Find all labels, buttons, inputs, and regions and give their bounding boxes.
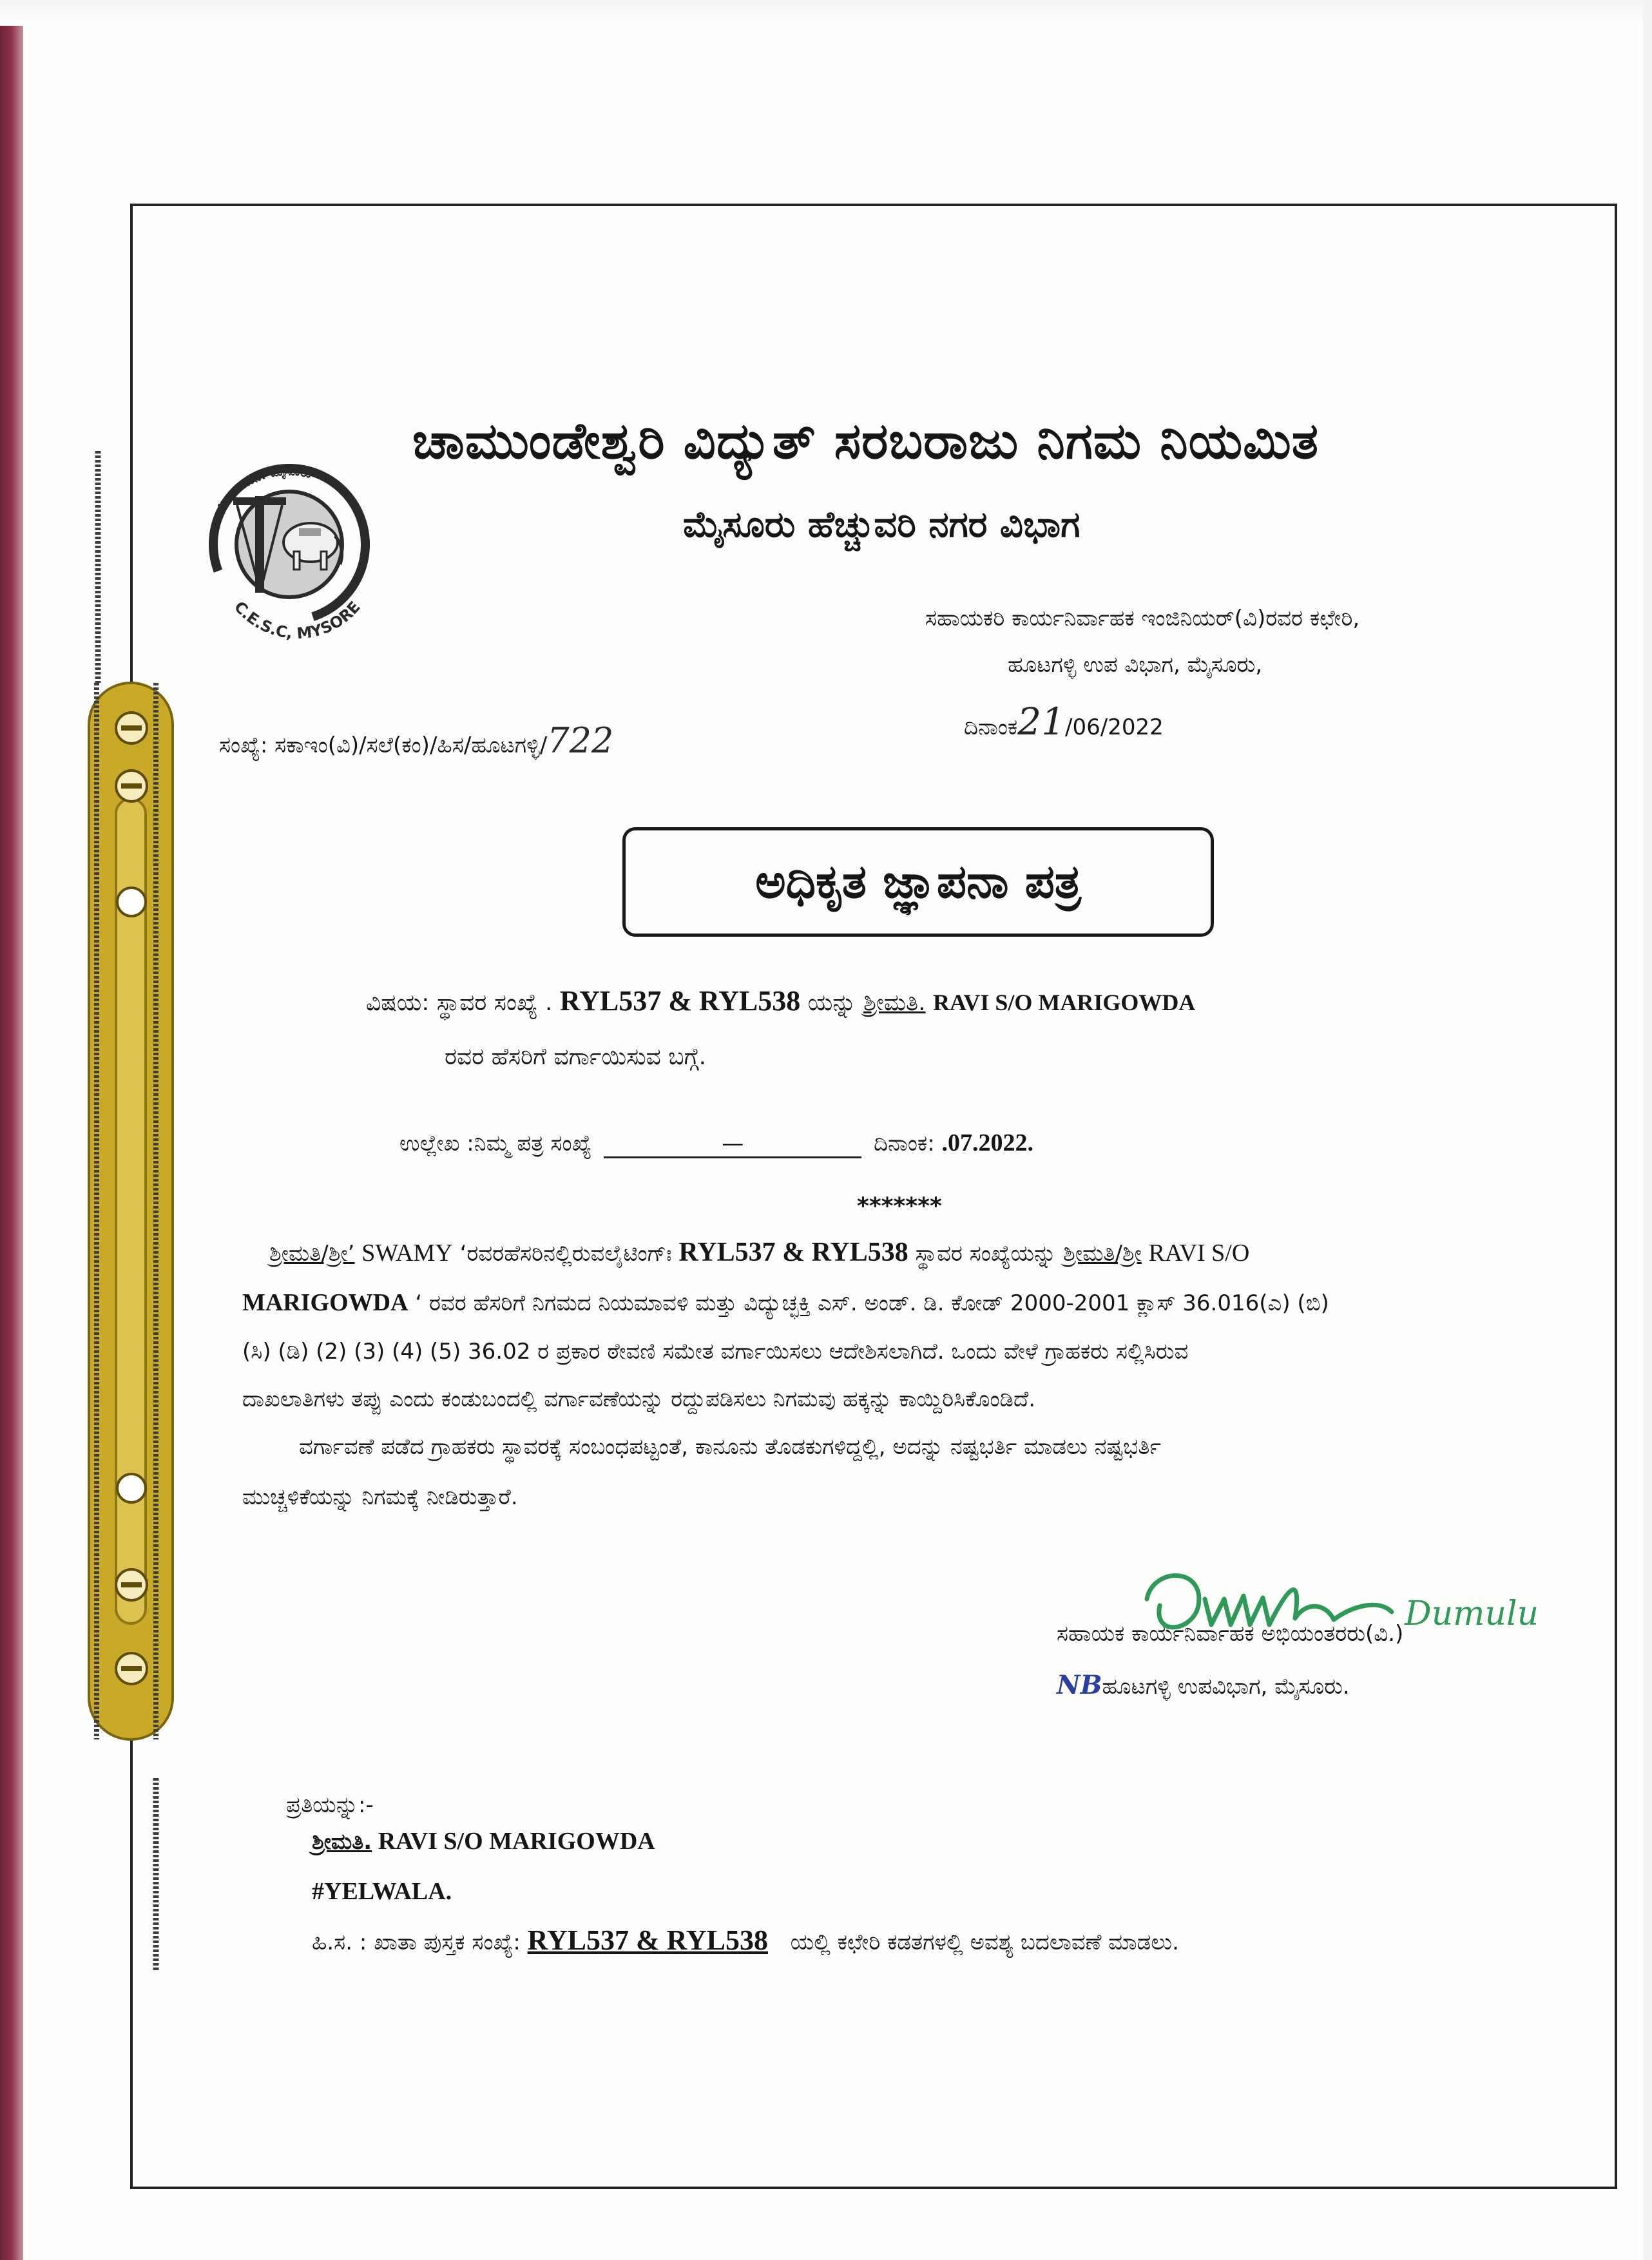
body-to-name-2: MARIGOWDA xyxy=(242,1289,408,1316)
ledger-line xyxy=(312,1924,1600,1957)
date-label: ದಿನಾಂಕ xyxy=(964,714,1018,740)
separator: ******* xyxy=(857,1193,942,1220)
reference-date-label: ದಿನಾಂಕ: xyxy=(874,1131,935,1156)
body-line-4: ದಾಖಲಾತಿಗಳು ತಪ್ಪು ಎಂದು ಕಂಡುಬಂದಲ್ಲಿ ವರ್ಗಾವಣೆಯನ್ನು ರದ್ದುಪಡಿಸಲು ನಿಗಮವು ಹಕ್ಕನ್ನು ಕಾಯ್ದಿರಿಸಿಕೊಂಡಿದೆ. xyxy=(242,1386,1036,1412)
folder-top xyxy=(0,0,1643,26)
copy-to-title: ಶ್ರೀಮತಿ. xyxy=(312,1829,372,1855)
document-title: ಅಧಿಕೃತ ಜ್ಞಾಪನಾ ಪತ್ರ xyxy=(755,854,1081,908)
body-line-3: (ಸಿ) (ಡಿ) (2) (3) (4) (5) 36.02 ರ ಪ್ರಕಾರ ಠೇವಣಿ ಸಮೇತ ವರ್ಗಾಯಿಸಲು ಆದೇಶಿಸಲಾಗಿದೆ. ಒಂದು ವೇಳೆ ಗ್ರಾಹಕರು ಸಲ್ಲಿಸಿರುವ xyxy=(242,1339,1189,1365)
office-line-1: ಸಹಾಯಕರಿ ಕಾರ್ಯನಿರ್ವಾಹಕ ಇಂಜಿನಿಯರ್(ವಿ)ರವರ ಕಛೇರಿ, xyxy=(925,606,1360,631)
subject-label: ವಿಷಯ: ಸ್ಥಾವರ ಸಂಖ್ಯೆ . xyxy=(366,990,553,1016)
date-rest: /06/2022 xyxy=(1065,714,1164,740)
copy-to-recipient xyxy=(312,1827,1149,1855)
subject-installations: RYL537 & RYL538 xyxy=(559,985,801,1017)
letter-date xyxy=(964,700,1350,743)
body-installations: RYL537 & RYL538 xyxy=(678,1238,908,1267)
reference-value: — xyxy=(604,1131,861,1158)
date-handwritten: 21 xyxy=(1017,700,1066,743)
subject-title: ಶ್ರೀಮತಿ. xyxy=(863,990,926,1016)
subject-mid: ಯನ್ನು xyxy=(807,990,856,1016)
copy-to-address: #YELWALA. xyxy=(312,1878,452,1905)
copy-to-label: ಪ್ರತಿಯನ್ನು:- xyxy=(286,1792,374,1818)
signatory-office-text: ಹೂಟಗಳ್ಳಿ ಉಪವಿಭಾಗ, ಮೈಸೂರು. xyxy=(1102,1674,1350,1700)
body-line-1 xyxy=(242,1237,1595,1268)
ledger-label: ಹಿ.ಸ. : ಖಾತಾ ಪುಸ್ತಕ ಸಂಖ್ಯೆ: xyxy=(312,1930,521,1955)
svg-text:C.E.S.C, MYSORE xyxy=(231,598,364,643)
logo-text-bottom: C.E.S.C, MYSORE xyxy=(230,597,364,643)
body-mid-2: ಸ್ಥಾವರ ಸಂಖ್ಯೆಯನ್ನು xyxy=(915,1241,1057,1267)
file-fastener xyxy=(84,683,180,1778)
body-mid: ‘ರವರಹೆಸರಿನಲ್ಲಿರುವಲೈಟಿಂಗ್‌ಃ xyxy=(459,1241,672,1267)
reference-number xyxy=(219,720,992,761)
body-line-2 xyxy=(242,1288,1595,1317)
reference-line xyxy=(399,1129,1366,1158)
org-name: ಚಾಮುಂಡೇಶ್ವರಿ ವಿದ್ಯುತ್ ಸರಬರಾಜು ನಿಗಮ ನಿಯಮಿತ xyxy=(412,412,1320,470)
body-line-6: ಮುಚ್ಚಳಿಕೆಯನ್ನು ನಿಗಮಕ್ಕೆ ನೀಡಿರುತ್ತಾರೆ. xyxy=(242,1484,518,1510)
body-from-name: SWAMY xyxy=(361,1240,453,1267)
body-line-5: ವರ್ಗಾವಣೆ ಪಡೆದ ಗ್ರಾಹಕರು ಸ್ಥಾವರಕ್ಕೆ ಸಂಬಂಧಪಟ್ಟಂತೆ, ಕಾನೂನು ತೊಡಕುಗಳಿದ್ದಲ್ಲಿ, ಅದನ್ನು ನಷ್ಟಭರ್ತಿ ಮಾಡಲು ನಷ್ಟಭರ್ತಿ xyxy=(299,1434,1161,1460)
logo-text-top: ಚಾ.ವಿ.ಸ.ನಿ. ಮೈಸೂರು xyxy=(213,463,313,512)
ledger-rest: ಯಲ್ಲಿ ಕಛೇರಿ ಕಡತಗಳಲ್ಲಿ ಅವಶ್ಯ ಬದಲಾವಣೆ ಮಾಡಲು. xyxy=(790,1930,1179,1955)
subject-line-1 xyxy=(366,984,1461,1017)
division-name: ಮೈಸೂರು ಹೆಚ್ಚುವರಿ ನಗರ ವಿಭಾಗ xyxy=(683,504,1081,546)
ledger-value: RYL537 & RYL538 xyxy=(527,1924,768,1956)
cesc-logo xyxy=(183,438,389,651)
subject-line-2: ರವರ ಹೆಸರಿಗೆ ವರ್ಗಾಯಿಸುವ ಬಗ್ಗೆ. xyxy=(445,1044,707,1070)
reference-number-handwritten: 722 xyxy=(547,720,614,761)
reference-number-label: ಸಂಖ್ಯೆ: ಸಕಾಇಂ(ವಿ)/ಸಲೆ(ಕಂ)/ಹಿಸ/ಹೂಟಗಳ್ಳಿ/ xyxy=(219,733,548,758)
signatory-office xyxy=(1057,1670,1637,1700)
office-line-2: ಹೂಟಗಳ್ಳಿ ಉಪ ವಿಭಾಗ, ಮೈಸೂರು, xyxy=(1008,652,1263,678)
folder-edge xyxy=(0,0,24,2260)
body-line-2-text: ‘ ರವರ ಹೆಸರಿಗೆ ನಿಗಮದ ನಿಯಮಾವಳಿ ಮತ್ತು ವಿದ್ಯುಚ್ಛಕ್ತಿ ಎಸ್. ಅಂಡ್. ಡಿ. ಕೋಡ್ 2000-2001 ಕ್ಲಾಸ್ 36.016(ಎ) (ಬಿ) xyxy=(415,1290,1329,1316)
document-title-box xyxy=(622,827,1214,937)
reference-label: ಉಲ್ಲೇಖ :ನಿಮ್ಮ ಪತ್ರ ಸಂಖ್ಯೆ xyxy=(399,1131,592,1156)
signature-text: Dumulu xyxy=(1405,1594,1539,1633)
body-title-to: ಶ್ರೀಮತಿ/ಶ್ರೀ xyxy=(1063,1241,1142,1267)
copy-to-name: RAVI S/O MARIGOWDA xyxy=(378,1828,655,1855)
initials-mark: NB xyxy=(1057,1670,1102,1700)
reference-date-value: .07.2022. xyxy=(941,1129,1033,1156)
signatory-designation: ಸಹಾಯಕ ಕಾರ್ಯನಿರ್ವಾಹಕ ಅಭಿಯಂತರರು(ವಿ.) xyxy=(1057,1621,1404,1647)
body-to-name: RAVI S/O xyxy=(1148,1240,1250,1267)
subject-name: RAVI S/O MARIGOWDA xyxy=(932,990,1196,1015)
body-title-from: ಶ್ರೀಮತಿ/ಶ್ರೀ’ xyxy=(269,1241,355,1267)
